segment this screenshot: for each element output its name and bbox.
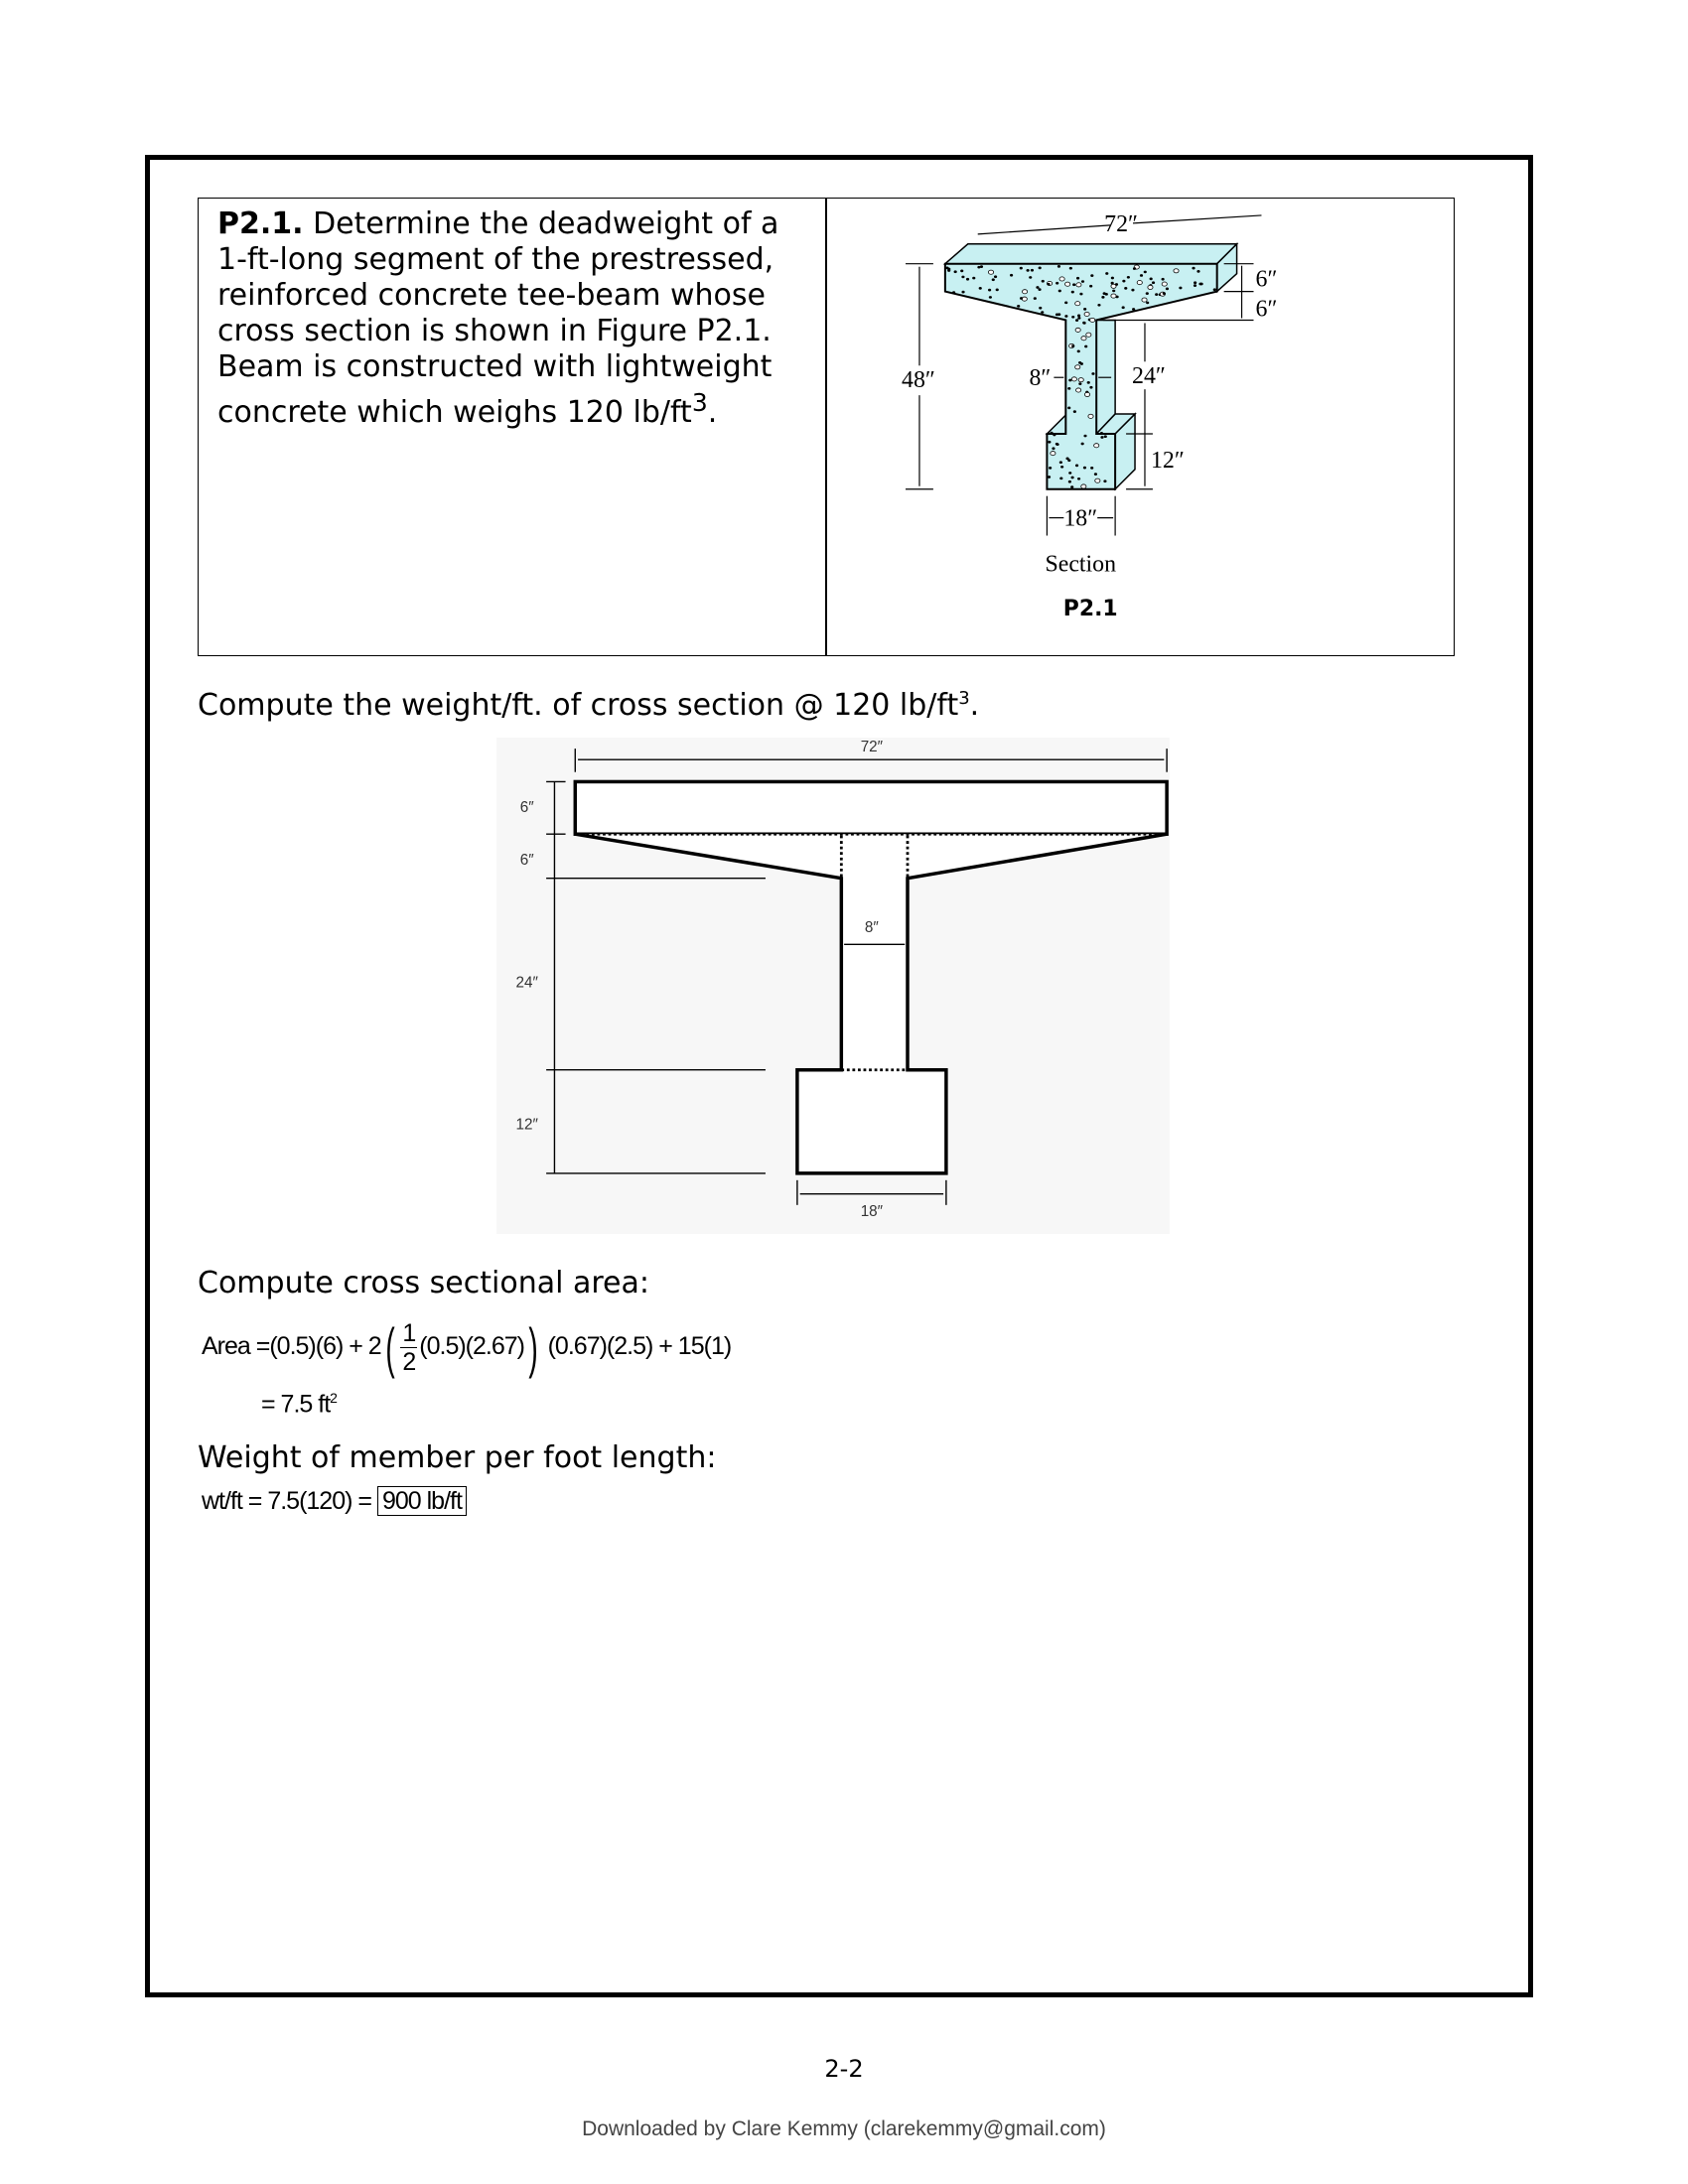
aggregate-speck — [1075, 328, 1080, 332]
dim-6a: 6″ — [1255, 266, 1278, 293]
aggregate-speck — [1065, 316, 1067, 318]
aggregate-speck — [1142, 298, 1147, 302]
aggregate-speck — [1087, 381, 1089, 383]
aggregate-speck — [1040, 307, 1042, 309]
aggregate-speck — [1125, 287, 1127, 289]
aggregate-speck — [1104, 480, 1106, 482]
aggregate-speck — [1089, 285, 1091, 287]
figure-label: P2.1 — [1062, 597, 1118, 622]
aggregate-speck — [1133, 268, 1135, 270]
area-rest: (0.67)(2.5) + 15(1) — [547, 1332, 732, 1361]
aggregate-speck — [962, 276, 964, 278]
aggregate-speck — [1146, 293, 1148, 295]
aggregate-speck — [1199, 283, 1201, 285]
aggregate-speck — [1146, 302, 1148, 304]
aggregate-speck — [1065, 282, 1070, 286]
aggregate-speck — [1112, 290, 1114, 292]
step1-sup: 3 — [958, 688, 970, 709]
step1-end: . — [969, 688, 980, 723]
problem-text: Determine the deadweight of a 1-ft-long segment of the prestressed, reinforced concrete tee-beam whose cross section is shown in Figure P2.1. Beam is constructed with lightweight concrete which weighs 120 lb/ft — [217, 206, 779, 430]
step1-body: Compute the weight/ft. of cross section @ 120 lb/ft — [198, 688, 959, 723]
aggregate-speck — [973, 277, 975, 279]
aggregate-speck — [1054, 434, 1055, 436]
frac-num: 1 — [402, 1319, 416, 1347]
aggregate-speck — [1090, 386, 1092, 388]
aggregate-speck — [1144, 271, 1146, 273]
problem-table — [198, 198, 1455, 656]
aggregate-speck — [961, 270, 963, 272]
aggregate-speck — [1084, 435, 1086, 437]
aggregate-speck — [1111, 277, 1113, 279]
aggregate-speck — [1048, 283, 1050, 285]
aggregate-speck — [1020, 298, 1022, 300]
aggregate-speck — [1166, 288, 1168, 290]
page-number: 2-2 — [824, 2055, 864, 2083]
aggregate-speck — [1030, 276, 1032, 278]
aggregate-speck — [1152, 282, 1154, 284]
aggregate-speck — [994, 276, 996, 278]
step3-text: Weight of member per foot length: — [198, 1440, 717, 1475]
aggregate-speck — [1163, 293, 1165, 295]
aggregate-speck — [1053, 448, 1055, 450]
aggregate-speck — [1075, 302, 1080, 306]
aggregate-speck — [954, 271, 956, 273]
problem-statement — [217, 206, 813, 431]
aggregate-speck — [1020, 267, 1022, 269]
aggregate-speck — [1076, 283, 1081, 287]
aggregate-speck — [1132, 308, 1134, 310]
aggregate-speck — [1055, 282, 1057, 284]
aggregate-speck — [1073, 411, 1075, 413]
dim-24: 24″ — [1132, 363, 1166, 390]
aggregate-speck — [1078, 378, 1083, 382]
aggregate-speck — [1090, 467, 1092, 469]
dim-8: 8″ — [864, 918, 879, 936]
aggregate-speck — [1194, 282, 1196, 284]
aggregate-speck — [1027, 269, 1029, 271]
frac-den: 2 — [402, 1348, 416, 1376]
aggregate-speck — [1049, 467, 1051, 469]
aggregate-speck — [1156, 294, 1158, 296]
area-result — [261, 1390, 337, 1419]
dim-6b: 6″ — [519, 851, 534, 869]
aggregate-speck — [1083, 467, 1085, 469]
aggregate-speck — [1068, 480, 1070, 482]
weight-lhs: wt/ft = 7.5(120) = — [202, 1487, 371, 1515]
aggregate-speck — [1066, 458, 1068, 460]
aggregate-speck — [952, 292, 954, 294]
isometric-tee-beam-figure — [826, 199, 1456, 655]
aggregate-speck — [1098, 304, 1100, 306]
aggregate-speck — [1081, 337, 1086, 341]
aggregate-speck — [1039, 289, 1041, 291]
aggregate-speck — [1162, 282, 1167, 286]
aggregate-speck — [1071, 377, 1076, 381]
step1-text — [198, 688, 979, 723]
aggregate-speck — [1101, 437, 1103, 439]
aggregate-speck — [1071, 477, 1073, 478]
aggregate-speck — [1174, 269, 1179, 273]
aggregate-speck — [1072, 316, 1074, 318]
aggregate-speck — [1115, 284, 1117, 286]
aggregate-speck — [1148, 285, 1153, 289]
aggregate-speck — [1100, 432, 1102, 434]
dim-72: 72″ — [1104, 210, 1139, 237]
aggregate-speck — [1069, 267, 1071, 269]
aggregate-speck — [1059, 462, 1061, 464]
aggregate-speck — [1077, 478, 1079, 479]
aggregate-speck — [1105, 293, 1107, 295]
aggregate-speck — [1068, 460, 1070, 462]
aggregate-speck — [1055, 443, 1057, 445]
aggregate-speck — [979, 287, 981, 289]
aggregate-speck — [1076, 388, 1081, 392]
area-equation: Area =(0.5)(6) + 2( $\frac{1}{2}$ (0.5)(2.67)) (0.67)(2.5) + 15(1) — [202, 1316, 732, 1379]
aggregate-speck — [1069, 472, 1071, 474]
cross-section-diagram — [496, 738, 1170, 1234]
aggregate-speck — [1197, 270, 1199, 272]
aggregate-speck — [1083, 322, 1085, 324]
weight-answer-box: 900 lb/ft — [377, 1486, 467, 1516]
problem-sup: 3 — [691, 388, 708, 417]
aggregate-speck — [1140, 275, 1142, 277]
aggregate-speck — [1162, 278, 1164, 280]
aggregate-speck — [1049, 441, 1051, 443]
problem-end: . — [707, 395, 718, 430]
dim-24: 24″ — [515, 974, 538, 992]
aggregate-speck — [1060, 478, 1062, 479]
aggregate-speck — [1031, 269, 1033, 271]
aggregate-speck — [989, 296, 991, 298]
aggregate-speck — [1127, 276, 1129, 278]
aggregate-speck — [1072, 284, 1074, 286]
aggregate-speck — [1058, 290, 1060, 292]
aggregate-speck — [1091, 275, 1093, 277]
fraction — [400, 1319, 417, 1376]
aggregate-speck — [1010, 274, 1012, 276]
aggregate-speck — [992, 279, 994, 281]
aggregate-speck — [1017, 305, 1019, 307]
aggregate-speck — [1094, 474, 1096, 476]
dim-8: 8″ — [1029, 365, 1052, 392]
dim-18: 18″ — [1063, 505, 1098, 532]
aggregate-speck — [1083, 308, 1085, 310]
aggregate-speck — [1084, 392, 1089, 396]
aggregate-speck — [1079, 383, 1081, 385]
aggregate-speck — [1022, 290, 1027, 294]
aggregate-speck — [1081, 484, 1086, 488]
aggregate-speck — [1075, 320, 1077, 322]
aggregate-speck — [980, 266, 982, 268]
aggregate-speck — [1092, 372, 1094, 374]
aggregate-speck — [1077, 315, 1079, 317]
dim-6b: 6″ — [1255, 296, 1278, 323]
aggregate-speck — [947, 270, 949, 272]
aggregate-speck — [1057, 265, 1059, 267]
aggregate-speck — [1104, 436, 1106, 438]
aggregate-speck — [1088, 414, 1093, 418]
aggregate-speck — [1037, 287, 1039, 289]
area-lhs: Area =(0.5)(6) + 2 — [202, 1332, 381, 1361]
aggregate-speck — [1034, 298, 1036, 300]
aggregate-speck — [1123, 280, 1125, 282]
aggregate-speck — [1059, 277, 1064, 281]
aggregate-speck — [1106, 273, 1108, 275]
aggregate-speck — [988, 270, 993, 274]
aggregate-speck — [1080, 363, 1082, 365]
aggregate-speck — [1065, 302, 1067, 304]
aggregate-speck — [1111, 294, 1116, 298]
step2-text: Compute cross sectional area: — [198, 1266, 649, 1300]
aggregate-speck — [1048, 477, 1050, 478]
aggregate-speck — [1194, 285, 1196, 287]
aggregate-speck — [1081, 443, 1083, 445]
aggregate-speck — [962, 291, 964, 293]
aggregate-speck — [1095, 478, 1100, 482]
aggregate-speck — [1084, 312, 1089, 316]
aggregate-speck — [1042, 280, 1044, 282]
area-result-text: = 7.5 ft — [261, 1390, 331, 1419]
aggregate-speck — [1090, 318, 1095, 322]
aggregate-speck — [1180, 287, 1182, 289]
aggregate-speck — [1068, 387, 1070, 389]
aggregate-speck — [988, 289, 990, 291]
aggregate-speck — [1137, 281, 1142, 285]
dim-6a: 6″ — [519, 799, 534, 816]
aggregate-speck — [1150, 278, 1152, 280]
aggregate-speck — [1086, 333, 1091, 337]
aggregate-speck — [1213, 289, 1215, 291]
dim-72: 72″ — [860, 738, 884, 755]
aggregate-speck — [1111, 282, 1113, 284]
aggregate-speck — [978, 266, 980, 268]
aggregate-speck — [1055, 314, 1057, 316]
aggregate-speck — [996, 289, 998, 291]
dim-48: 48″ — [902, 367, 935, 394]
aggregate-speck — [1102, 296, 1104, 298]
aggregate-speck — [1080, 293, 1082, 295]
aggregate-speck — [1078, 317, 1080, 319]
aggregate-speck — [1076, 277, 1078, 279]
download-footer: Downloaded by Clare Kemmy (clarekemmy@gmail.com) — [582, 2117, 1106, 2140]
aggregate-speck — [1060, 466, 1062, 468]
aggregate-speck — [1085, 345, 1087, 347]
aggregate-speck — [966, 278, 968, 280]
aggregate-speck — [1075, 365, 1080, 369]
aggregate-speck — [1094, 444, 1099, 448]
aggregate-speck — [1193, 267, 1195, 269]
figure-caption: Section — [1045, 551, 1117, 578]
problem-label: P2.1. — [217, 206, 304, 241]
aggregate-speck — [1122, 307, 1124, 309]
aggregate-speck — [1068, 407, 1070, 409]
aggregate-speck — [1081, 281, 1083, 283]
area-inner: (0.5)(2.67) — [419, 1332, 524, 1361]
aggregate-speck — [1071, 486, 1073, 488]
concrete-fill — [945, 244, 1237, 489]
aggregate-speck — [1132, 289, 1134, 291]
aggregate-speck — [1075, 465, 1077, 467]
aggregate-speck — [1069, 379, 1071, 381]
aggregate-speck — [1071, 345, 1073, 347]
aggregate-speck — [1071, 291, 1073, 293]
aggregate-speck — [1042, 312, 1044, 314]
dim-18: 18″ — [860, 1202, 884, 1220]
dim-12: 12″ — [515, 1116, 538, 1134]
dim-12: 12″ — [1150, 447, 1185, 474]
aggregate-speck — [1051, 452, 1055, 456]
area-result-sup: 2 — [330, 1390, 337, 1406]
aggregate-speck — [1051, 432, 1053, 434]
aggregate-speck — [1039, 267, 1041, 269]
aggregate-speck — [1077, 350, 1079, 352]
weight-equation — [202, 1487, 467, 1516]
